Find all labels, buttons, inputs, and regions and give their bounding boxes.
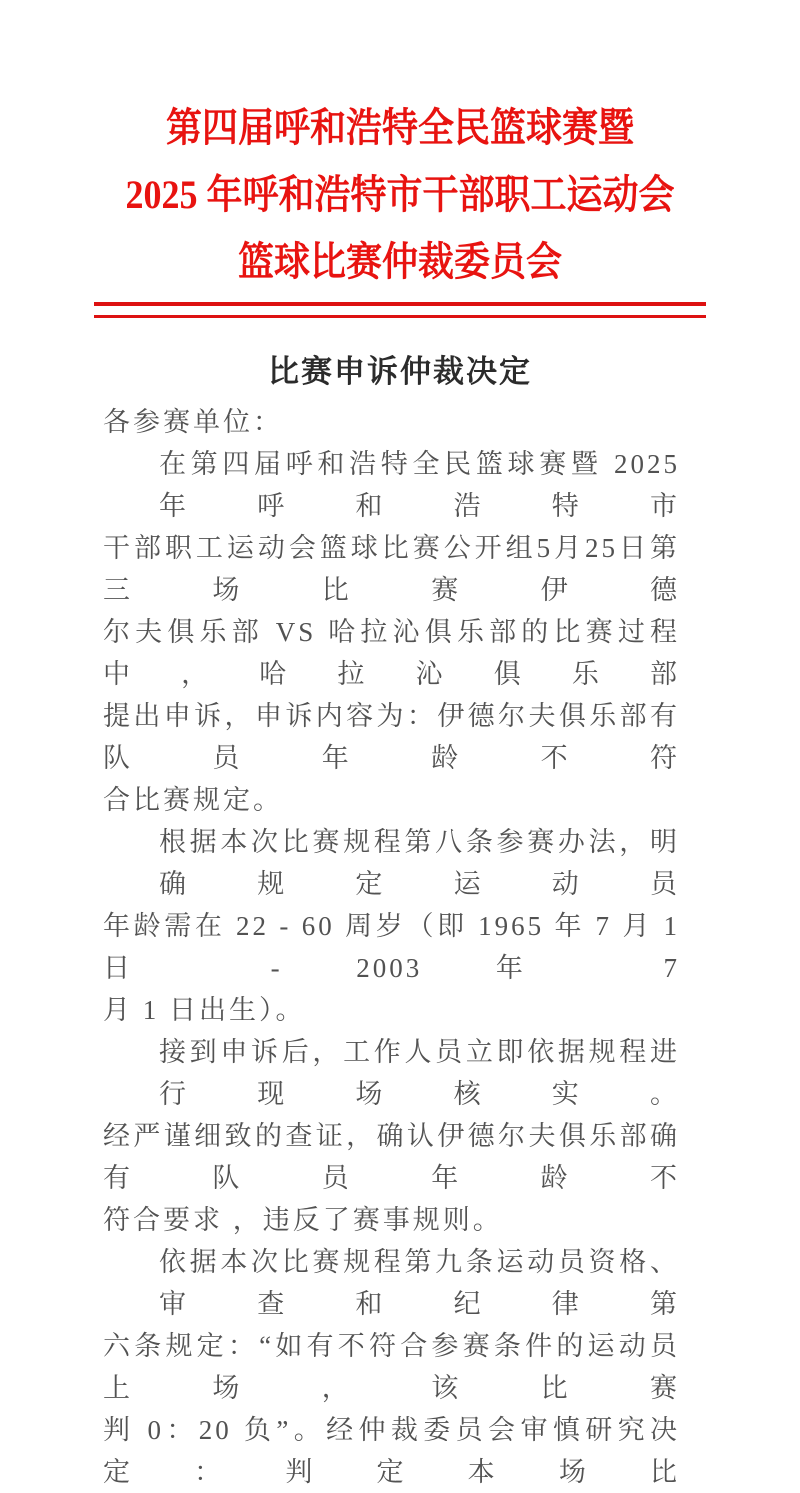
document-title-line-1: 第四届呼和浩特全民篮球赛暨 [166,105,634,150]
document-title-line-2: 2025 年呼和浩特市干部职工运动会 [125,172,675,217]
paragraph-1-line-4: 提出申诉，申诉内容为：伊德尔夫俱乐部有队员年龄不符 [103,701,680,773]
paragraph-3-line-1: 接到申诉后，工作人员立即依据规程进行现场核实。 [159,1037,680,1109]
paragraph-1-line-2: 干部职工运动会篮球比赛公开组5月25日第三场比赛伊德 [103,533,680,605]
section-heading: 比赛申诉仲裁决定 [268,354,532,389]
paragraph-1-line-3: 尔夫俱乐部 VS 哈拉沁俱乐部的比赛过程中，哈拉沁俱乐部 [103,617,680,689]
paragraph-2-line-1: 根据本次比赛规程第八条参赛办法，明确规定运动员 [159,827,680,899]
document-title-line-3: 篮球比赛仲裁委员会 [238,239,562,284]
document-body [103,401,680,1493]
paragraph-4-line-3: 判 0：20 负”。经仲裁委员会审慎研究决定：判定本场比 [103,1415,680,1487]
paragraph-2-line-3: 月 1 日出生）。 [103,995,306,1025]
salutation: 各参赛单位： [103,407,283,437]
red-divider-bottom-rule [94,315,706,318]
paragraph-1-line-5: 合比赛规定。 [103,785,283,815]
red-divider-top-rule [94,302,706,306]
paragraph-3-line-3: 符合要求 ，违反了赛事规则。 [103,1205,503,1235]
paragraph-4-line-2: 六条规定：“如有不符合参赛条件的运动员上场，该比赛 [103,1331,680,1403]
red-double-divider [94,302,706,318]
paragraph-3-line-2: 经严谨细致的查证，确认伊德尔夫俱乐部确有队员年龄不 [103,1121,680,1193]
document-letterhead [0,0,800,295]
paragraph-4-line-1: 依据本次比赛规程第九条运动员资格、审查和纪律第 [159,1247,680,1319]
paragraph-1-line-1: 在第四届呼和浩特全民篮球赛暨 2025 年呼和浩特市 [159,449,680,521]
paragraph-2-line-2: 年龄需在 22 - 60 周岁（即 1965 年 7 月 1 日 - 2003 年 7 [103,911,680,983]
